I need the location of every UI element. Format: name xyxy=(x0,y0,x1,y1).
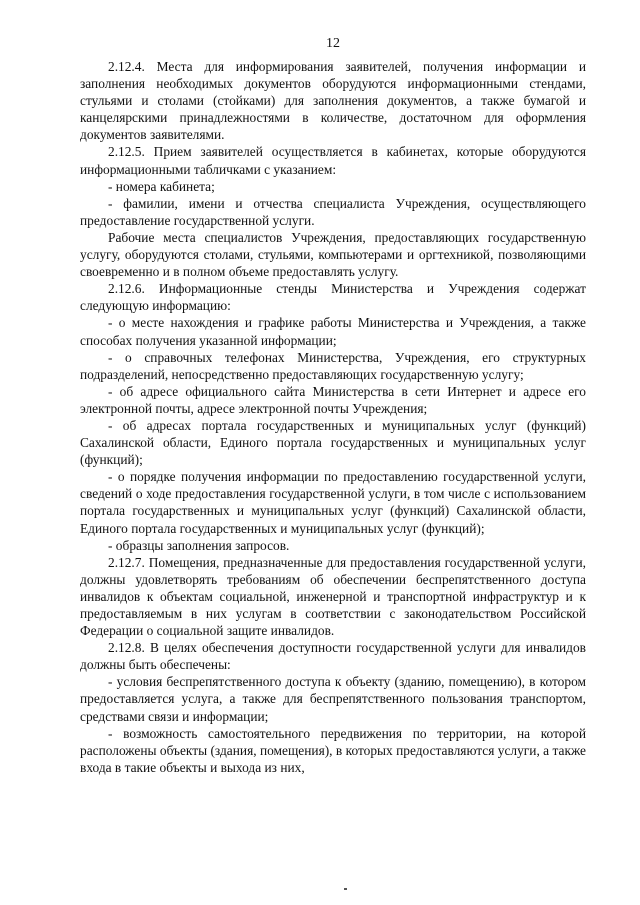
list-item: - образцы заполнения запросов. xyxy=(108,537,290,553)
list-item: - о месте нахождения и графике работы Министерства и Учреждения, а также способах получения указанной информации; xyxy=(80,315,586,348)
paragraph-2-12-4: 2.12.4. Места для информирования заявителей, получения информации и заполнения необходимых документов оборудуются информационными стендами, стульями и столами (стойками) для заполнения документов, а также бумагой и канцелярскими принадлежностями в количестве, достаточном для оформления документов заявителями. xyxy=(80,59,586,143)
page-number: 12 xyxy=(326,36,340,51)
list-item: - о справочных телефонах Министерства, Учреждения, его структурных подразделений, непосредственно предоставляющих государственную услугу; xyxy=(80,349,586,382)
paragraph-2-12-6: 2.12.6. Информационные стенды Министерства и Учреждения содержат следующую информацию: xyxy=(80,281,586,314)
paragraph-2-12-8: 2.12.8. В целях обеспечения доступности государственной услуги для инвалидов должны быть обеспечены: xyxy=(80,640,586,673)
scan-speck xyxy=(344,888,347,890)
list-item: - фамилии, имени и отчества специалиста Учреждения, осуществляющего предоставление государственной услуги. xyxy=(80,195,586,228)
list-item: - об адресах портала государственных и муниципальных услуг (функций) Сахалинской области, Единого портала государственных и муниципальных услуг (функций); xyxy=(80,417,586,468)
list-item: - об адресе официального сайта Министерства в сети Интернет и адресе его электронной почты, адресе электронной почты Учреждения; xyxy=(80,383,586,416)
list-item: - номера кабинета; xyxy=(108,178,215,194)
paragraph-workplaces: Рабочие места специалистов Учреждения, предоставляющих государственную услугу, оборудуются столами, стульями, компьютерами и оргтехникой, позволяющими своевременно и в полном объеме предоставлять услугу. xyxy=(80,229,586,280)
paragraph-2-12-7: 2.12.7. Помещения, предназначенные для предоставления государственной услуги, должны удовлетворять требованиям об обеспечении беспрепятственного доступа инвалидов к объектам социальной, инженерной и транспортной инфраструктур и к предоставляемым в них услугам в соответствии с законодательством Российской Федерации о социальной защите инвалидов. xyxy=(80,554,586,639)
list-item: - возможность самостоятельного передвижения по территории, на которой расположены объекты (здания, помещения), в которых предоставляются услуги, а также входа в такие объекты и выхода из них, xyxy=(80,725,586,775)
list-item: - условия беспрепятственного доступа к объекту (зданию, помещению), в котором предоставляется услуга, а также для беспрепятственного пользования транспортом, средствами связи и информации; xyxy=(80,674,586,724)
list-item: - о порядке получения информации по предоставлению государственной услуги, сведений о ходе предоставления государственной услуги, в том числе с использованием портала государственных и муниципальных услуг (функций) Сахалинской области, Единого портала государственных и муниципальных услуг (функций); xyxy=(80,469,586,536)
paragraph-2-12-5: 2.12.5. Прием заявителей осуществляется в кабинетах, которые оборудуются информационными табличками с указанием: xyxy=(80,144,586,177)
